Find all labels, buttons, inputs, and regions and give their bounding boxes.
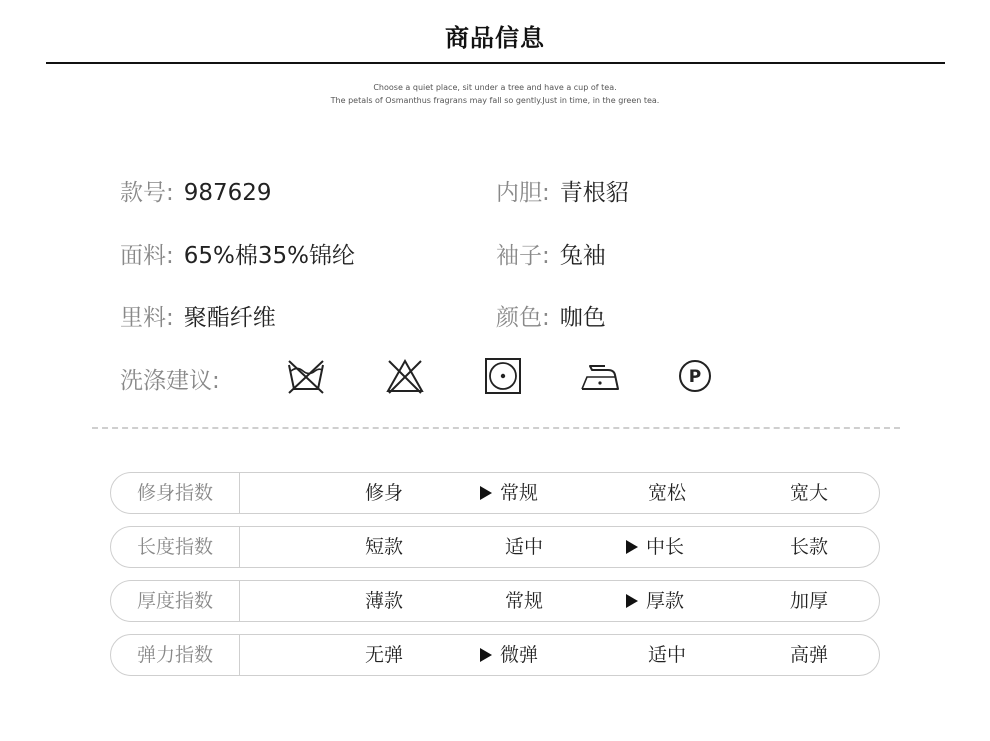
care-instructions <box>0 356 990 400</box>
info-value: 青根貂 <box>559 180 629 206</box>
selected-arrow-icon <box>480 486 492 500</box>
subtitle <box>0 81 990 107</box>
iron-low-icon <box>580 356 620 396</box>
info-value: 聚酯纤维 <box>183 305 276 331</box>
title-divider <box>46 62 945 64</box>
info-lining-inner <box>496 174 629 207</box>
info-label: 内胆: <box>496 180 550 206</box>
index-label: 弹力指数 <box>111 635 240 675</box>
professional-dry-clean-icon <box>675 356 715 396</box>
index-label: 长度指数 <box>111 527 240 567</box>
info-label: 袖子: <box>496 243 550 269</box>
selected-arrow-icon <box>626 594 638 608</box>
info-value: 咖色 <box>559 305 606 331</box>
do-not-wash-icon <box>286 356 326 396</box>
index-option: 宽松 <box>648 482 687 504</box>
info-value: 65%棉35%锦纶 <box>183 243 355 269</box>
index-option: 短款 <box>365 536 404 558</box>
subtitle-line-1: Choose a quiet place, sit under a tree and have a cup of tea. <box>373 83 617 92</box>
section-divider <box>92 427 900 429</box>
index-option-selected: 微弹 <box>480 635 538 675</box>
selected-arrow-icon <box>626 540 638 554</box>
index-option: 适中 <box>505 536 544 558</box>
index-row-length <box>110 526 880 568</box>
info-lining <box>120 299 276 332</box>
subtitle-line-2: The petals of Osmanthus fragrans may fall so gently.Just in time, in the green tea. <box>330 96 660 105</box>
info-value: 987629 <box>183 180 272 206</box>
index-option: 常规 <box>505 590 544 612</box>
info-fabric <box>120 237 355 270</box>
index-row-thickness <box>110 580 880 622</box>
info-label: 里料: <box>120 305 174 331</box>
selected-arrow-icon <box>480 648 492 662</box>
index-option: 加厚 <box>790 590 829 612</box>
index-option-selected: 厚款 <box>626 581 684 621</box>
index-row-fit <box>110 472 880 514</box>
index-label: 修身指数 <box>111 473 240 513</box>
index-option: 修身 <box>365 482 404 504</box>
tumble-dry-icon <box>483 356 523 396</box>
page-title: 商品信息 <box>445 24 545 52</box>
info-sleeve <box>496 237 606 270</box>
info-color <box>496 299 606 332</box>
info-label: 款号: <box>120 180 174 206</box>
index-option: 薄款 <box>365 590 404 612</box>
index-option: 无弹 <box>365 644 404 666</box>
index-option: 高弹 <box>790 644 829 666</box>
index-option-selected: 中长 <box>626 527 684 567</box>
do-not-bleach-icon <box>385 356 425 396</box>
index-option-selected: 常规 <box>480 473 538 513</box>
index-option: 适中 <box>648 644 687 666</box>
info-style-no <box>120 174 272 207</box>
info-label: 面料: <box>120 243 174 269</box>
index-label: 厚度指数 <box>111 581 240 621</box>
index-row-stretch <box>110 634 880 676</box>
info-label: 颜色: <box>496 305 550 331</box>
info-value: 兔袖 <box>559 243 606 269</box>
care-label: 洗涤建议: <box>120 368 220 394</box>
index-option: 宽大 <box>790 482 829 504</box>
svg-text:P: P <box>688 367 702 387</box>
index-option: 长款 <box>790 536 829 558</box>
